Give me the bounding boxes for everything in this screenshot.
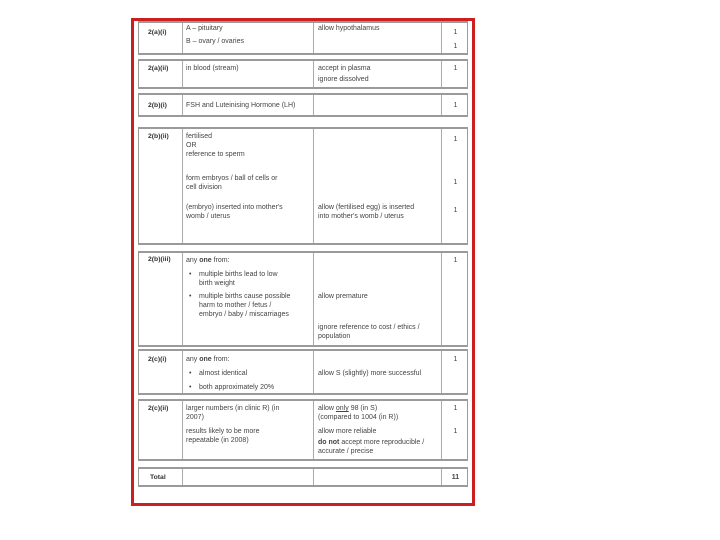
answer-text: fertilised xyxy=(186,133,213,140)
bullet-item: • multiple births lead to low xyxy=(199,271,278,280)
mark-value: 1 xyxy=(453,65,458,72)
extra-info-text: allow premature xyxy=(318,293,368,300)
mark-value: 1 xyxy=(453,257,458,264)
table-row-total xyxy=(138,467,468,487)
mark-value: 1 xyxy=(453,102,458,109)
answer-text: repeatable (in 2008) xyxy=(186,437,249,444)
table-row xyxy=(138,251,468,347)
answer-text: form embryos / ball of cells or xyxy=(186,175,278,182)
question-number: 2(c)(ii) xyxy=(148,405,169,412)
answer-text: B – ovary / ovaries xyxy=(186,38,244,45)
extra-info-text: into mother's womb / uterus xyxy=(318,213,404,220)
extra-info-text: allow more reliable xyxy=(318,428,377,435)
bullet-item: • both approximately 20% xyxy=(199,384,274,393)
mark-value: 1 xyxy=(453,29,458,36)
mark-value: 1 xyxy=(453,207,458,214)
total-marks: 11 xyxy=(451,474,460,481)
extra-info-text: allow (fertilised egg) is inserted xyxy=(318,204,415,211)
question-number: 2(b)(i) xyxy=(148,102,167,109)
answer-text: results likely to be more xyxy=(186,428,260,435)
bullet-item-cont: embryo / baby / miscarriages xyxy=(199,311,289,318)
question-number: 2(a)(i) xyxy=(148,29,167,36)
mark-value: 1 xyxy=(453,428,458,435)
mark-value: 1 xyxy=(453,179,458,186)
table-row xyxy=(138,399,468,461)
answer-text: (embryo) inserted into mother's xyxy=(186,204,283,211)
answer-intro: any one from: xyxy=(186,257,230,264)
question-number: 2(a)(ii) xyxy=(148,65,169,72)
answer-text: OR xyxy=(186,142,197,149)
answer-text: FSH and Luteinising Hormone (LH) xyxy=(186,102,296,109)
extra-info-text: do not accept more reproducible / xyxy=(318,439,425,446)
answer-text: A – pituitary xyxy=(186,25,223,32)
total-label: Total xyxy=(150,474,166,481)
table-row xyxy=(138,21,468,55)
mark-value: 1 xyxy=(453,356,458,363)
extra-info-text: allow only 98 (in S) xyxy=(318,405,378,412)
extra-info-text: (compared to 1004 (in R)) xyxy=(318,414,399,421)
mark-value: 1 xyxy=(453,43,458,50)
extra-info-text: allow hypothalamus xyxy=(318,25,380,32)
answer-text: 2007) xyxy=(186,414,204,421)
bullet-item: • almost identical xyxy=(199,370,247,379)
mark-value: 1 xyxy=(453,405,458,412)
extra-info-text: population xyxy=(318,333,351,340)
question-number: 2(b)(ii) xyxy=(148,133,169,140)
answer-text: womb / uterus xyxy=(186,213,230,220)
table-row xyxy=(138,127,468,245)
answer-text: larger numbers (in clinic R) (in xyxy=(186,405,280,412)
answer-text: in blood (stream) xyxy=(186,65,239,72)
mark-scheme-frame xyxy=(131,18,475,506)
question-number: 2(c)(i) xyxy=(148,356,167,363)
table-row xyxy=(138,93,468,117)
table-row xyxy=(138,59,468,89)
bullet-item-cont: birth weight xyxy=(199,280,235,287)
answer-text: reference to sperm xyxy=(186,151,245,158)
bullet-item-cont: harm to mother / fetus / xyxy=(199,302,272,309)
extra-info-text: ignore reference to cost / ethics / xyxy=(318,324,420,331)
extra-info-text: accurate / precise xyxy=(318,448,374,455)
question-number: 2(b)(iii) xyxy=(148,256,171,263)
extra-info-text: accept in plasma xyxy=(318,65,371,72)
extra-info-text: allow S (slightly) more successful xyxy=(318,370,422,377)
bullet-item: • multiple births cause possible xyxy=(199,293,290,302)
answer-text: cell division xyxy=(186,184,222,191)
answer-intro: any one from: xyxy=(186,356,230,363)
extra-info-text: ignore dissolved xyxy=(318,76,369,83)
mark-value: 1 xyxy=(453,136,458,143)
table-row xyxy=(138,349,468,395)
